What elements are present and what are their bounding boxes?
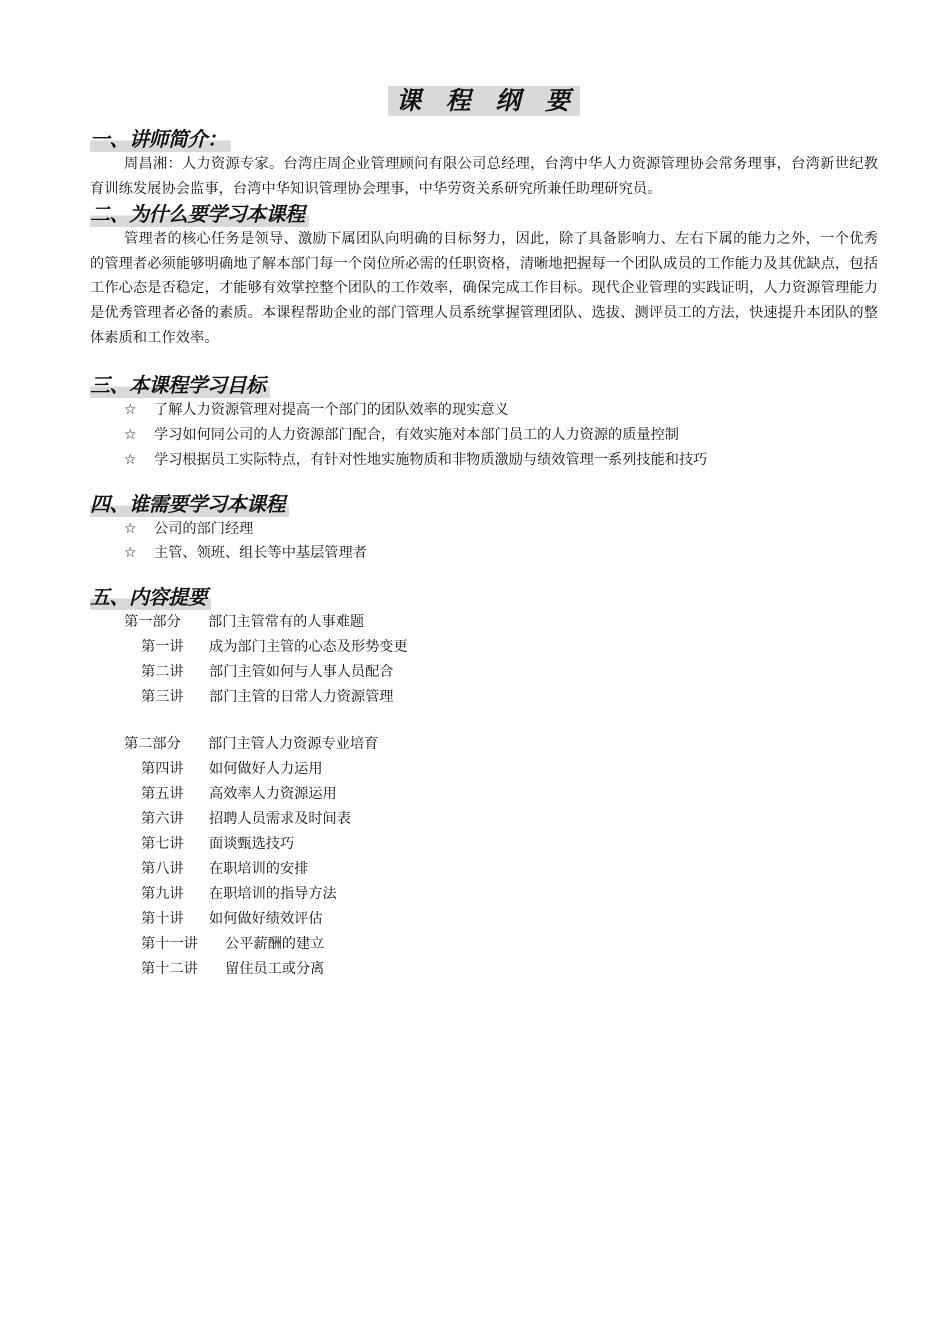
star-outline-icon: ☆ xyxy=(124,520,137,537)
lecture-label: 第八讲 xyxy=(141,861,184,878)
lecture-title: 高效率人力资源运用 xyxy=(209,786,337,803)
section-why xyxy=(90,201,878,350)
lecture-title: 如何做好人力运用 xyxy=(209,761,323,778)
lecture-label: 第四讲 xyxy=(141,761,184,778)
why-paragraph: 管理者的核心任务是领导、激励下属团队向明确的目标努力，因此，除了具备影响力、左右下属的能力之外，一个优秀的管理者必须能够明确地了解本部门每一个岗位所必需的任职资格，清晰地把握每一个团队成员的工作能力及其优缺点，包括工作心态是否稳定，才能够有效掌控整个团队的工作效率，确保完成工作目标。现代企业管理的实践证明，人力资源管理能力是优秀管理者必备的素质。本课程帮助企业的部门管理人员系统掌握管理团队、选拔、测评员工的方法，快速提升本团队的整体素质和工作效率。 xyxy=(90,231,878,346)
star-outline-icon: ☆ xyxy=(124,545,137,562)
list-item xyxy=(90,517,878,542)
lecture-title: 留住员工或分离 xyxy=(225,961,325,978)
section-heading-instructor: 一、讲师简介： xyxy=(90,126,231,152)
lecture-label: 第二讲 xyxy=(141,664,184,681)
list-item-text: 学习如何同公司的人力资源部门配合，有效实施对本部门员工的人力资源的质量控制 xyxy=(154,426,679,443)
instructor-bio: 周昌湘：人力资源专家。台湾庄周企业管理顾问有限公司总经理，台湾中华人力资源管理协会常务理事，台湾新世纪教育训练发展协会监事，台湾中华知识管理协会理事，中华劳资关系研究所兼任助理研究员。 xyxy=(90,156,878,197)
spacer xyxy=(90,710,878,732)
outline-lecture xyxy=(90,957,878,982)
spacer xyxy=(90,473,878,491)
spacer xyxy=(90,350,878,372)
title-wrap xyxy=(90,86,878,120)
section-audience xyxy=(90,491,878,567)
lecture-label: 第五讲 xyxy=(141,786,184,803)
outline-lecture xyxy=(90,932,878,957)
lecture-title: 如何做好绩效评估 xyxy=(209,911,323,928)
lecture-label: 第十一讲 xyxy=(141,936,198,953)
objectives-list xyxy=(90,398,878,472)
lecture-label: 第三讲 xyxy=(141,689,184,706)
lecture-title: 成为部门主管的心态及形势变更 xyxy=(209,639,408,656)
list-item-text: 公司的部门经理 xyxy=(154,520,254,537)
list-item-text: 学习根据员工实际特点，有针对性地实施物质和非物质激励与绩效管理一系列技能和技巧 xyxy=(154,451,708,468)
part-title: 部门主管常有的人事难题 xyxy=(208,614,365,631)
lecture-title: 招聘人员需求及时间表 xyxy=(209,811,351,828)
lecture-title: 面谈甄选技巧 xyxy=(209,836,295,853)
section-objectives xyxy=(90,372,878,472)
outline-lecture xyxy=(90,685,878,710)
outline-list xyxy=(90,610,878,982)
outline-lecture xyxy=(90,907,878,932)
list-item xyxy=(90,448,878,473)
list-item xyxy=(90,423,878,448)
list-item-text: 了解人力资源管理对提高一个部门的团队效率的现实意义 xyxy=(154,402,509,419)
part-label: 第二部分 xyxy=(124,736,181,753)
part-title: 部门主管人力资源专业培育 xyxy=(208,736,379,753)
outline-lecture xyxy=(90,635,878,660)
page-title: 课 程 纲 要 xyxy=(388,86,580,116)
outline-lecture xyxy=(90,782,878,807)
star-outline-icon: ☆ xyxy=(124,426,137,443)
star-outline-icon: ☆ xyxy=(124,402,137,419)
lecture-label: 第十二讲 xyxy=(141,961,198,978)
lecture-label: 第六讲 xyxy=(141,811,184,828)
outline-part xyxy=(90,610,878,635)
lecture-label: 第一讲 xyxy=(141,639,184,656)
section-outline xyxy=(90,584,878,982)
section-heading-audience: 四、谁需要学习本课程 xyxy=(90,491,289,517)
outline-lecture xyxy=(90,857,878,882)
spacer xyxy=(90,566,878,584)
outline-lecture xyxy=(90,757,878,782)
outline-lecture xyxy=(90,807,878,832)
part-label: 第一部分 xyxy=(124,614,181,631)
lecture-title: 部门主管的日常人力资源管理 xyxy=(209,689,394,706)
audience-list xyxy=(90,517,878,567)
lecture-label: 第七讲 xyxy=(141,836,184,853)
lecture-title: 公平薪酬的建立 xyxy=(225,936,325,953)
lecture-label: 第九讲 xyxy=(141,886,184,903)
section-heading-outline: 五、内容提要 xyxy=(90,584,211,610)
lecture-title: 在职培训的安排 xyxy=(209,861,309,878)
outline-lecture xyxy=(90,832,878,857)
list-item-text: 主管、领班、组长等中基层管理者 xyxy=(154,545,367,562)
star-outline-icon: ☆ xyxy=(124,451,137,468)
outline-lecture xyxy=(90,660,878,685)
outline-lecture xyxy=(90,882,878,907)
list-item xyxy=(90,398,878,423)
lecture-title: 部门主管如何与人事人员配合 xyxy=(209,664,394,681)
list-item xyxy=(90,541,878,566)
section-heading-why: 二、为什么要学习本课程 xyxy=(90,201,309,227)
section-instructor xyxy=(90,126,878,201)
document-page xyxy=(90,86,878,982)
outline-part xyxy=(90,732,878,757)
section-heading-objectives: 三、本课程学习目标 xyxy=(90,372,270,398)
lecture-title: 在职培训的指导方法 xyxy=(209,886,337,903)
lecture-label: 第十讲 xyxy=(141,911,184,928)
